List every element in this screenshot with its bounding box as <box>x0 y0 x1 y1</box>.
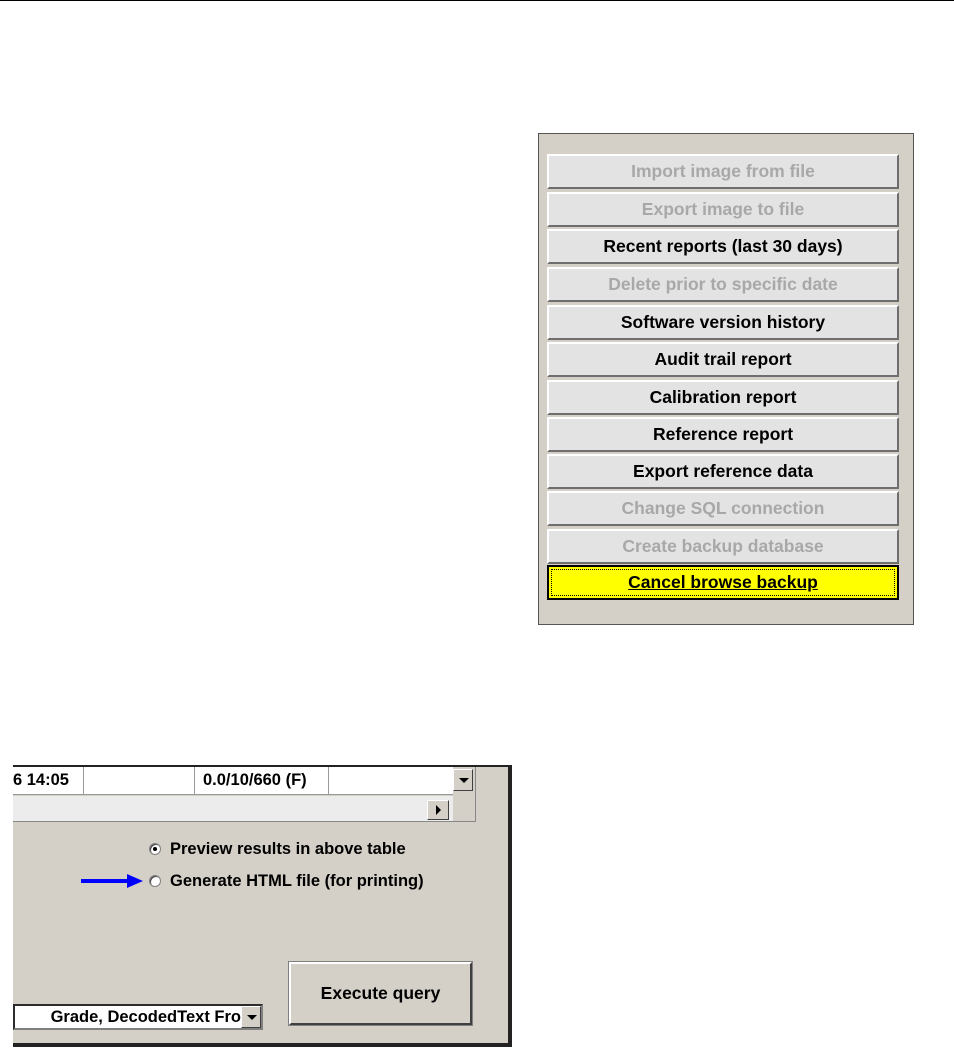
query-select-dropdown-button[interactable] <box>241 1006 261 1028</box>
radio-selected-dot <box>153 847 157 851</box>
generate-html-radio[interactable] <box>149 875 161 887</box>
reports-button-panel <box>538 133 914 625</box>
execute-query-button[interactable]: Execute query <box>289 962 472 1025</box>
horizontal-scrollbar[interactable] <box>13 796 453 821</box>
preview-radio-label: Preview results in above table <box>170 839 406 858</box>
recent-reports-button[interactable]: Recent reports (last 30 days) <box>547 229 899 264</box>
delete-prior-button[interactable]: Delete prior to specific date <box>547 267 899 302</box>
table-row[interactable] <box>13 767 453 795</box>
query-select-value: Grade, DecodedText Fro <box>50 1008 241 1026</box>
table-cell-empty <box>84 767 195 795</box>
generate-html-radio-label: Generate HTML file (for printing) <box>170 871 424 890</box>
cancel-browse-backup-label: Cancel browse backup <box>628 572 818 592</box>
preview-radio[interactable] <box>149 843 161 855</box>
top-rule <box>0 0 954 1</box>
software-version-history-button[interactable]: Software version history <box>547 305 899 340</box>
chevron-down-icon <box>247 1015 257 1020</box>
query-select[interactable] <box>13 1004 263 1030</box>
results-grid <box>13 767 476 822</box>
chevron-right-icon <box>436 805 441 815</box>
export-reference-data-button[interactable]: Export reference data <box>547 454 899 489</box>
export-image-button[interactable]: Export image to file <box>547 192 899 227</box>
table-cell-datetime: 6 14:05 <box>13 767 84 795</box>
import-image-button[interactable]: Import image from file <box>547 154 899 189</box>
audit-trail-report-button[interactable]: Audit trail report <box>547 342 899 377</box>
scroll-right-button[interactable] <box>427 800 449 820</box>
query-panel <box>13 765 512 1047</box>
blue-arrow-icon <box>81 873 143 889</box>
chevron-down-icon <box>459 778 469 783</box>
scroll-down-button[interactable] <box>453 769 473 791</box>
change-sql-connection-button[interactable]: Change SQL connection <box>547 491 899 526</box>
reference-report-button[interactable]: Reference report <box>547 417 899 452</box>
calibration-report-button[interactable]: Calibration report <box>547 380 899 415</box>
generate-html-option[interactable] <box>149 869 424 893</box>
preview-results-option[interactable] <box>149 837 406 861</box>
create-backup-database-button[interactable]: Create backup database <box>547 529 899 564</box>
cancel-browse-backup-button[interactable] <box>547 565 899 600</box>
table-cell-grade: 0.0/10/660 (F) <box>195 767 329 795</box>
